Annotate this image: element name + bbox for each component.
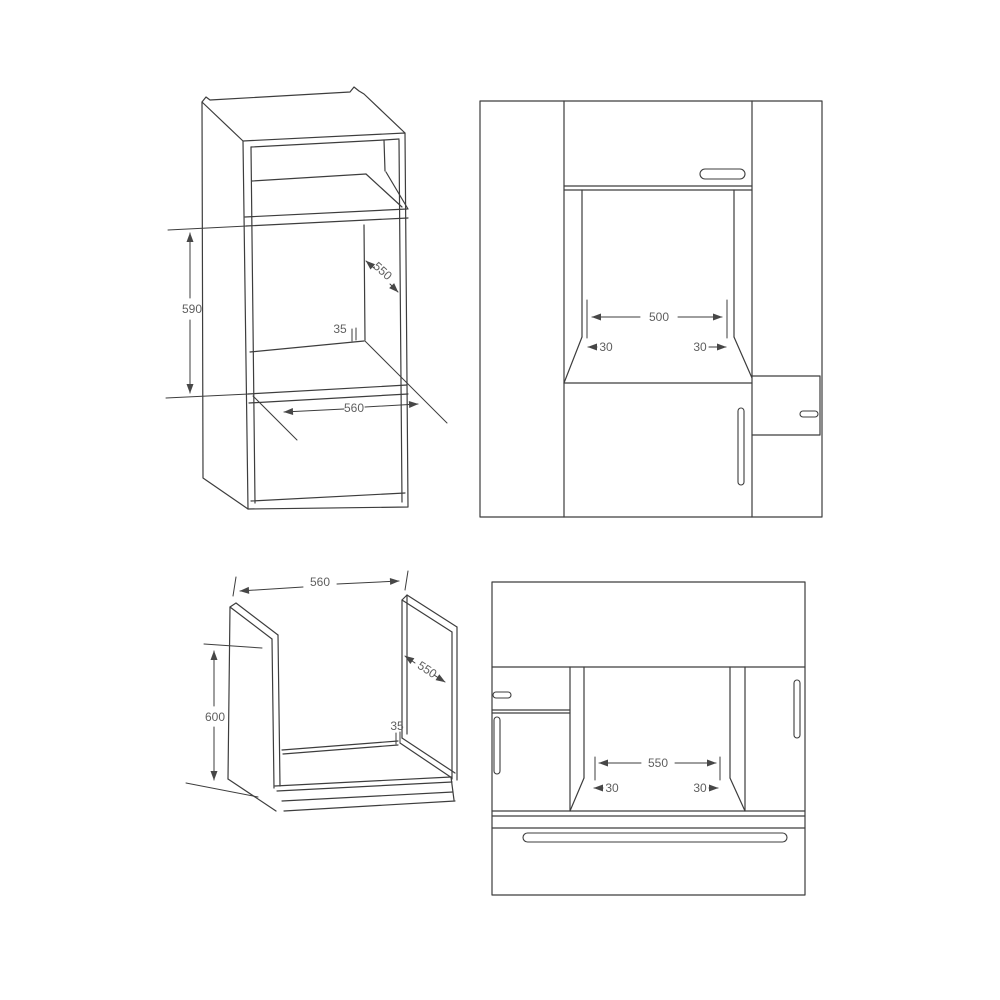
- niche-depth-dim-label: 550: [370, 259, 395, 283]
- right-door-handle: [794, 680, 800, 738]
- upper-door-handle: [700, 169, 745, 179]
- side-inset-left-label: 30: [599, 340, 613, 354]
- left-drawer-handle: [493, 692, 511, 698]
- opening-width-dim-label: 550: [647, 756, 669, 770]
- tall-cabinet-isometric-view: [166, 87, 447, 509]
- dimension-side-inset-right: [693, 340, 726, 354]
- side-inset-left-label: 30: [605, 781, 619, 795]
- tall-cabinet-structure: [202, 87, 408, 509]
- dimension-side-inset-right: [693, 781, 718, 795]
- dimension-opening-width: [587, 300, 727, 338]
- dimension-niche-width: [253, 341, 447, 440]
- niche-width-dim-label: 560: [343, 401, 365, 415]
- side-inset-right-label: 30: [693, 781, 707, 795]
- dimension-rear-gap: [333, 322, 356, 341]
- rear-gap-dim-label: 35: [390, 719, 404, 733]
- rear-gap-dim-label: 35: [333, 322, 347, 336]
- left-door-handle: [494, 717, 500, 774]
- tall-front-structure: [480, 101, 822, 517]
- dimension-top-width: [233, 571, 408, 596]
- dimension-niche-height: [166, 226, 249, 398]
- dimension-niche-depth: [405, 656, 445, 682]
- dimension-side-inset-left: [594, 781, 619, 795]
- opening-width-dim-label: 500: [648, 310, 670, 324]
- base-front-structure: [492, 582, 805, 895]
- dimension-niche-height: [186, 644, 262, 797]
- base-cabinet-isometric-view: [186, 571, 457, 811]
- dimension-niche-depth: [366, 259, 398, 292]
- tall-cabinet-front-view: [480, 101, 822, 517]
- oven-door-handle: [738, 408, 744, 485]
- oven-door-handle: [523, 833, 787, 842]
- base-cabinet-structure: [228, 595, 457, 811]
- top-width-dim-label: 560: [309, 575, 331, 589]
- side-inset-right-label: 30: [693, 340, 707, 354]
- side-box-handle: [800, 411, 818, 417]
- base-cabinet-front-view: [492, 582, 805, 895]
- dimension-rear-gap: [390, 719, 404, 744]
- niche-height-dim-label: 600: [204, 710, 226, 724]
- dimension-opening-width: [595, 756, 720, 780]
- niche-height-dim-label: 590: [181, 302, 203, 316]
- niche-depth-dim-label: 550: [414, 658, 440, 681]
- dimension-side-inset-left: [588, 340, 613, 354]
